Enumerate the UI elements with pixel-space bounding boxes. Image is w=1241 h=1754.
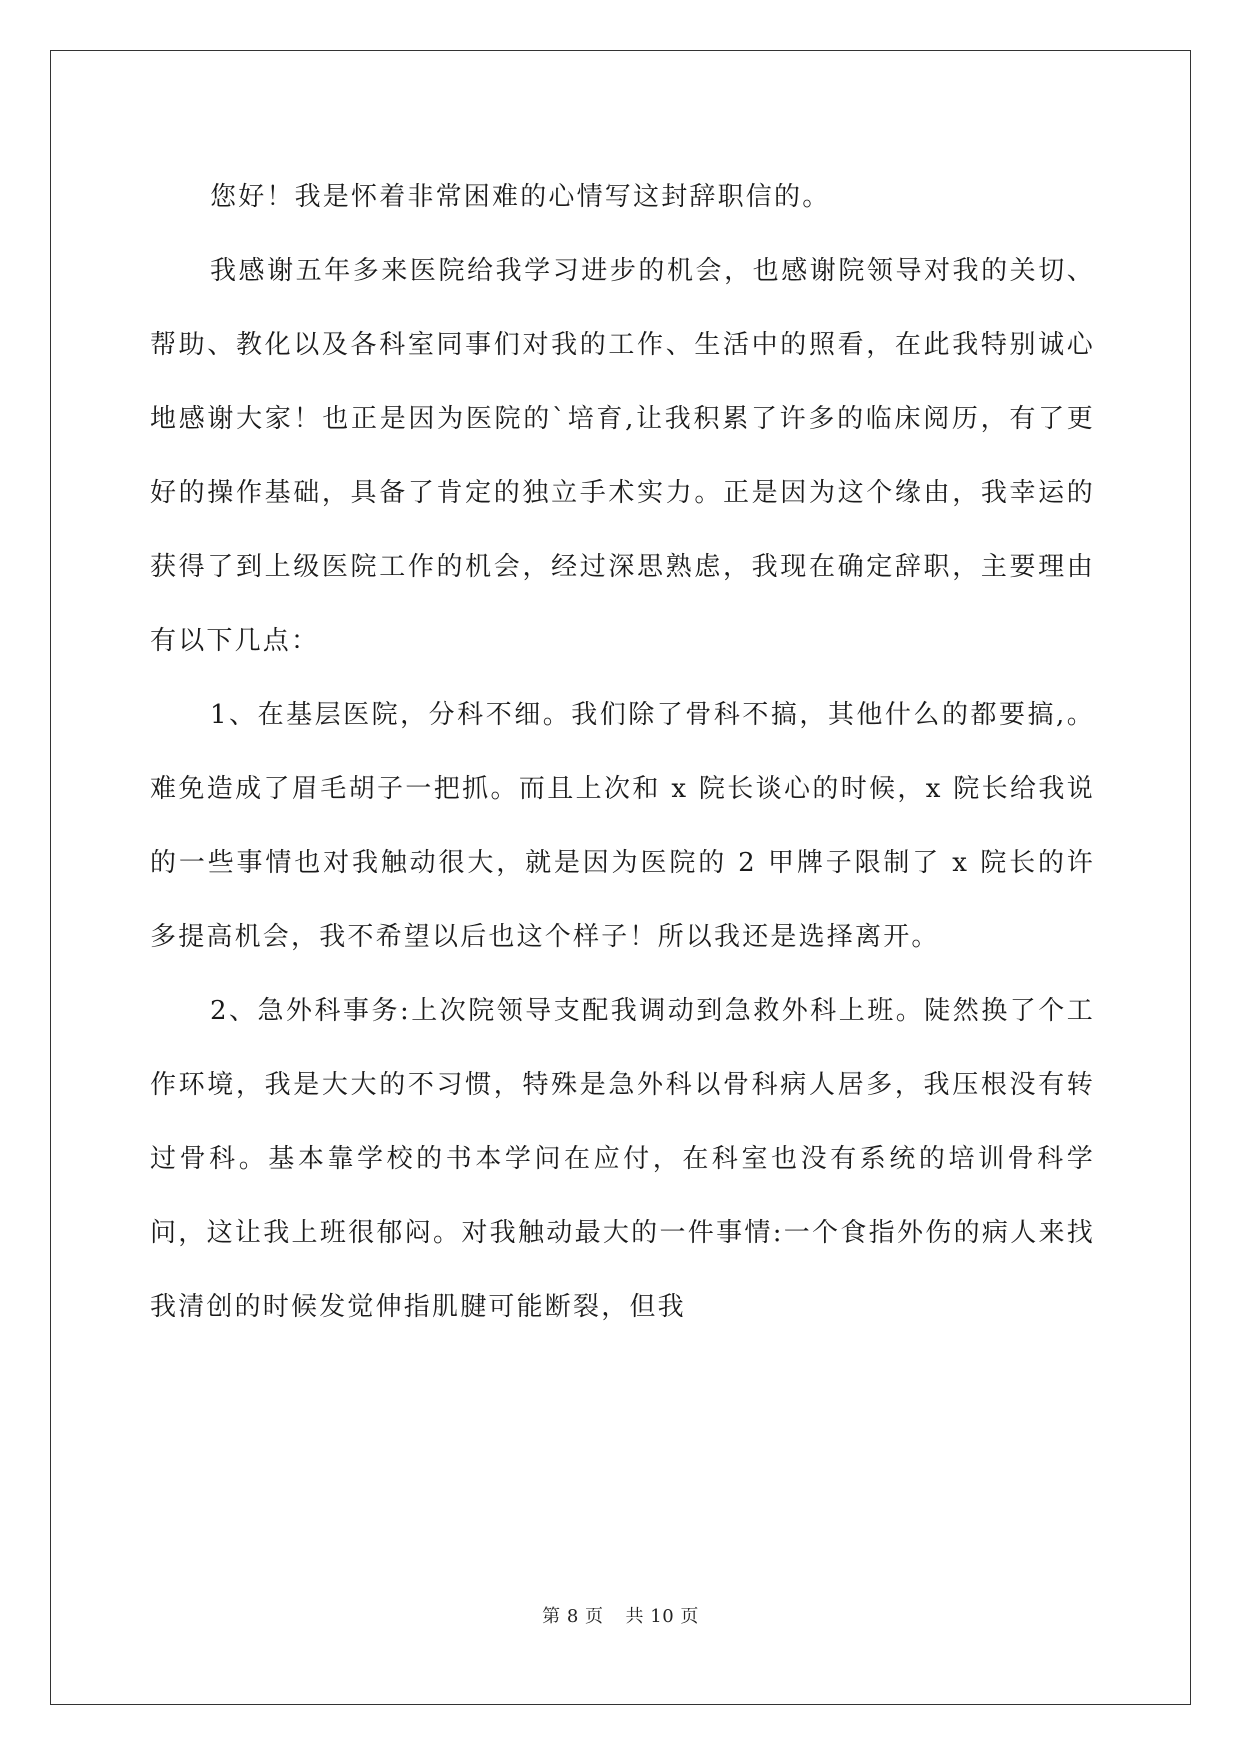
paragraph-thanks: 我感谢五年多来医院给我学习进步的机会，也感谢院领导对我的关切、帮助、教化以及各科室同事们对我的工作、生活中的照看，在此我特别诚心地感谢大家！也正是因为医院的`培育,让我积累了许多的临床阅历，有了更好的操作基础，具备了肯定的独立手术实力。正是因为这个缘由，我幸运的获得了到上级医院工作的机会，经过深思熟虑，我现在确定辞职，主要理由有以下几点： <box>150 256 1095 656</box>
paragraph-greeting: 您好！我是怀着非常困难的心情写这封辞职信的。 <box>210 182 831 212</box>
letter-body <box>150 160 1095 1344</box>
paragraph-reason-1: 1、在基层医院，分科不细。我们除了骨科不搞，其他什么的都要搞,。难免造成了眉毛胡子一把抓。而且上次和 x 院长谈心的时候，x 院长给我说的一些事情也对我触动很大，就是因为医院的 2 甲牌子限制了 x 院长的许多提高机会，我不希望以后也这个样子！所以我还是选择离开。 <box>150 700 1095 952</box>
paragraph-reason-2: 2、急外科事务:上次院领导支配我调动到急救外科上班。陡然换了个工作环境，我是大大的不习惯，特殊是急外科以骨科病人居多，我压根没有转过骨科。基本靠学校的书本学问在应付，在科室也没有系统的培训骨科学问，这让我上班很郁闷。对我触动最大的一件事情:一个食指外伤的病人来找我清创的时候发觉伸指肌腱可能断裂，但我 <box>150 996 1095 1322</box>
page-number: 第 8 页 <box>542 1606 604 1627</box>
page-total: 共 10 页 <box>625 1606 699 1627</box>
page-footer <box>0 1602 1241 1628</box>
